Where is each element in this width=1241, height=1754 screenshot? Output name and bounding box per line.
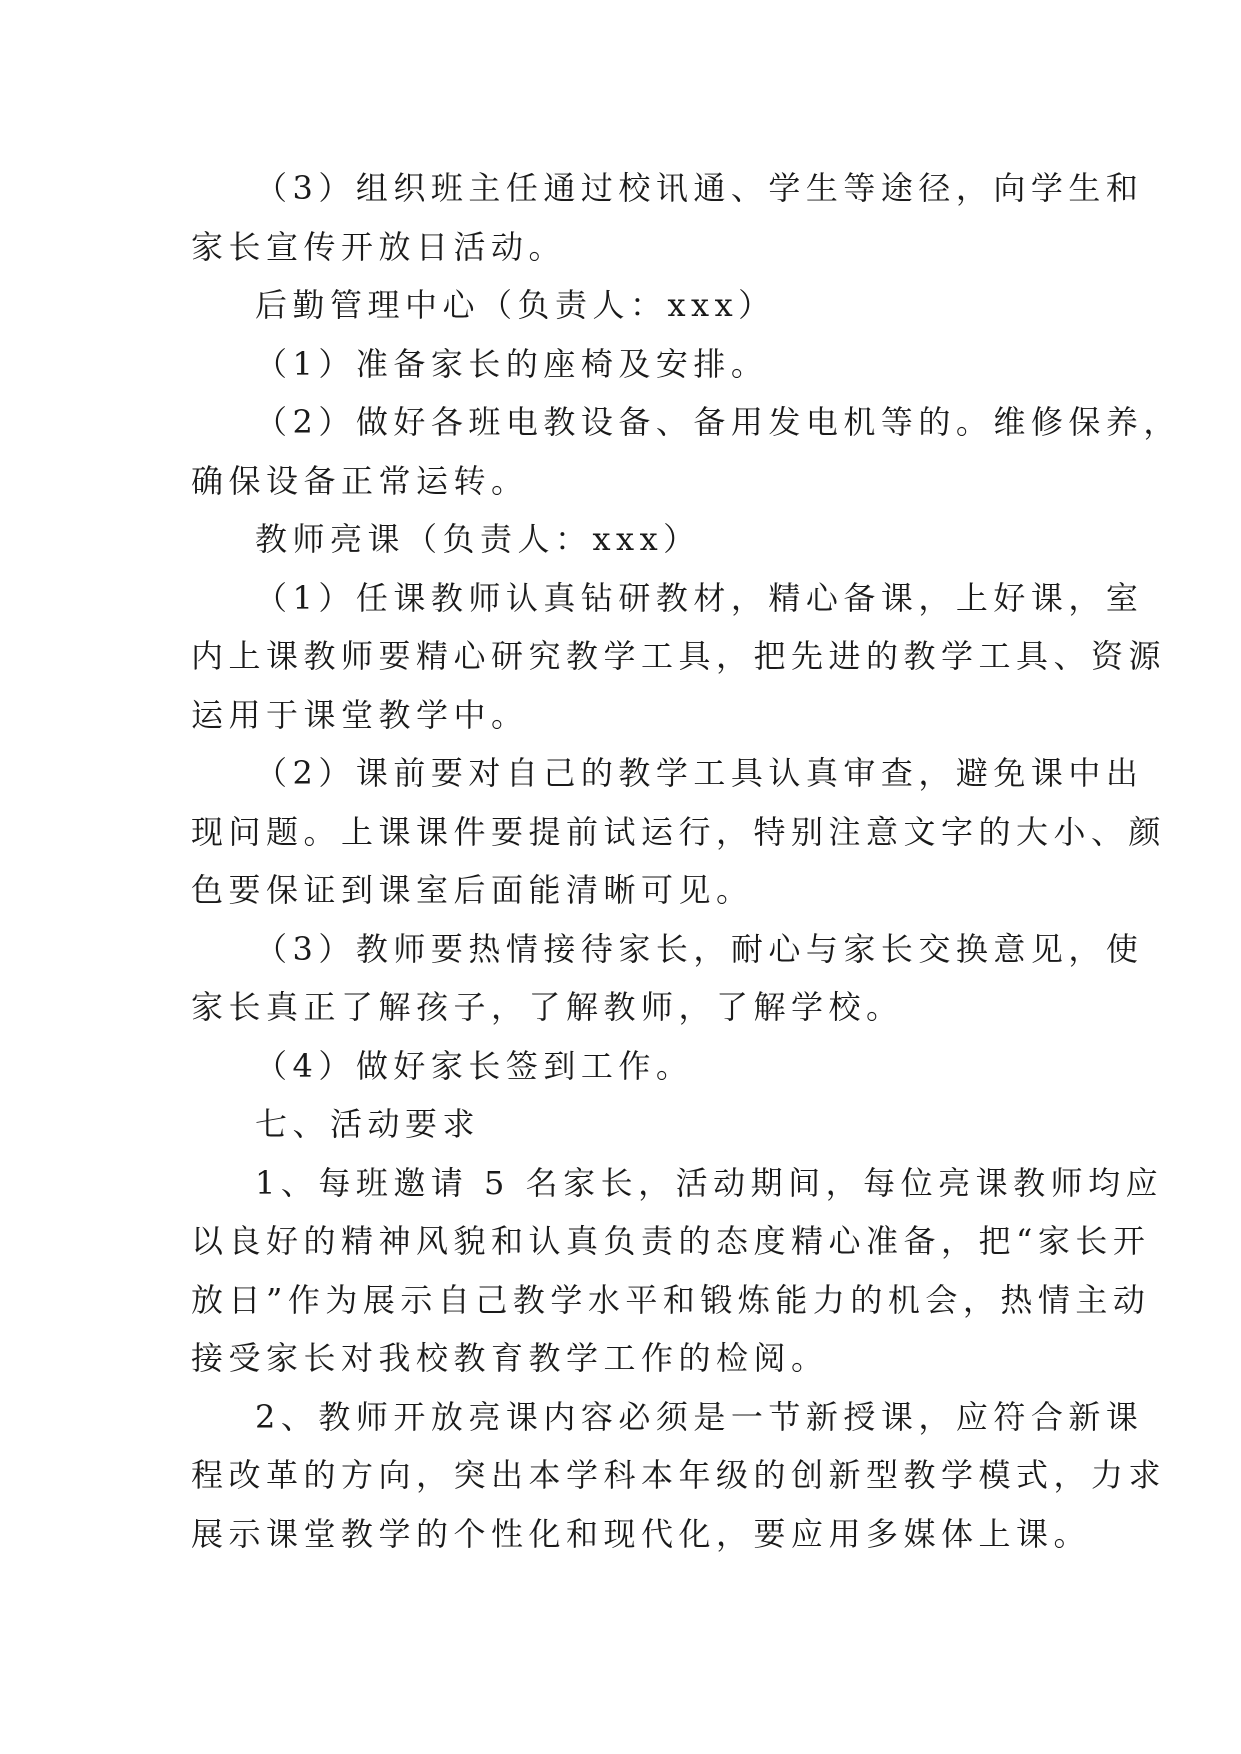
document-body	[191, 159, 1181, 1563]
section-heading: 七、活动要求	[255, 1105, 481, 1143]
text-line: 现问题。上课课件要提前试运行，特别注意文字的大小、颜	[191, 812, 1167, 851]
text-line: （2）做好各班电教设备、备用发电机等的。维修保养，	[255, 403, 1181, 441]
text-line: 家长宣传开放日活动。	[191, 227, 567, 266]
text-line: 家长真正了解孩子，了解教师，了解学校。	[191, 988, 904, 1026]
text-line: （4）做好家长签到工作。	[255, 1046, 694, 1085]
text-line: 运用于课堂教学中。	[191, 695, 529, 734]
text-line: （3）教师要热情接待家长，耐心与家长交换意见，使	[255, 929, 1144, 968]
text-line: （3）组织班主任通过校讯通、学生等途径，向学生和	[255, 169, 1144, 207]
text-line: 展示课堂教学的个性化和现代化，要应用多媒体上课。	[191, 1514, 1092, 1553]
text-line: 确保设备正常运转。	[191, 461, 529, 500]
text-line: 接受家长对我校教育教学工作的检阅。	[191, 1339, 829, 1377]
text-line: 色要保证到课室后面能清晰可见。	[191, 871, 754, 909]
text-line: （1）任课教师认真钻研教材，精心备课，上好课，室	[255, 578, 1144, 617]
text-line: 程改革的方向，突出本学科本年级的创新型教学模式，力求	[191, 1456, 1167, 1494]
text-line: 内上课教师要精心研究教学工具，把先进的教学工具、资源	[191, 637, 1167, 675]
text-line: 放日”作为展示自己教学水平和锻炼能力的机会，热情主动	[191, 1280, 1151, 1319]
section-heading: 教师亮课（负责人：xxx）	[255, 520, 701, 558]
text-line: 以良好的精神风貌和认真负责的态度精心准备，把“家长开	[191, 1222, 1151, 1260]
text-line: 2、教师开放亮课内容必须是一节新授课，应符合新课	[255, 1397, 1144, 1436]
section-heading: 后勤管理中心（负责人：xxx）	[255, 286, 776, 324]
text-line: （1）准备家长的座椅及安排。	[255, 344, 769, 383]
text-line: （2）课前要对自己的教学工具认真审查，避免课中出	[255, 754, 1144, 792]
text-line: 1、每班邀请 5 名家长，活动期间，每位亮课教师均应	[255, 1163, 1164, 1202]
